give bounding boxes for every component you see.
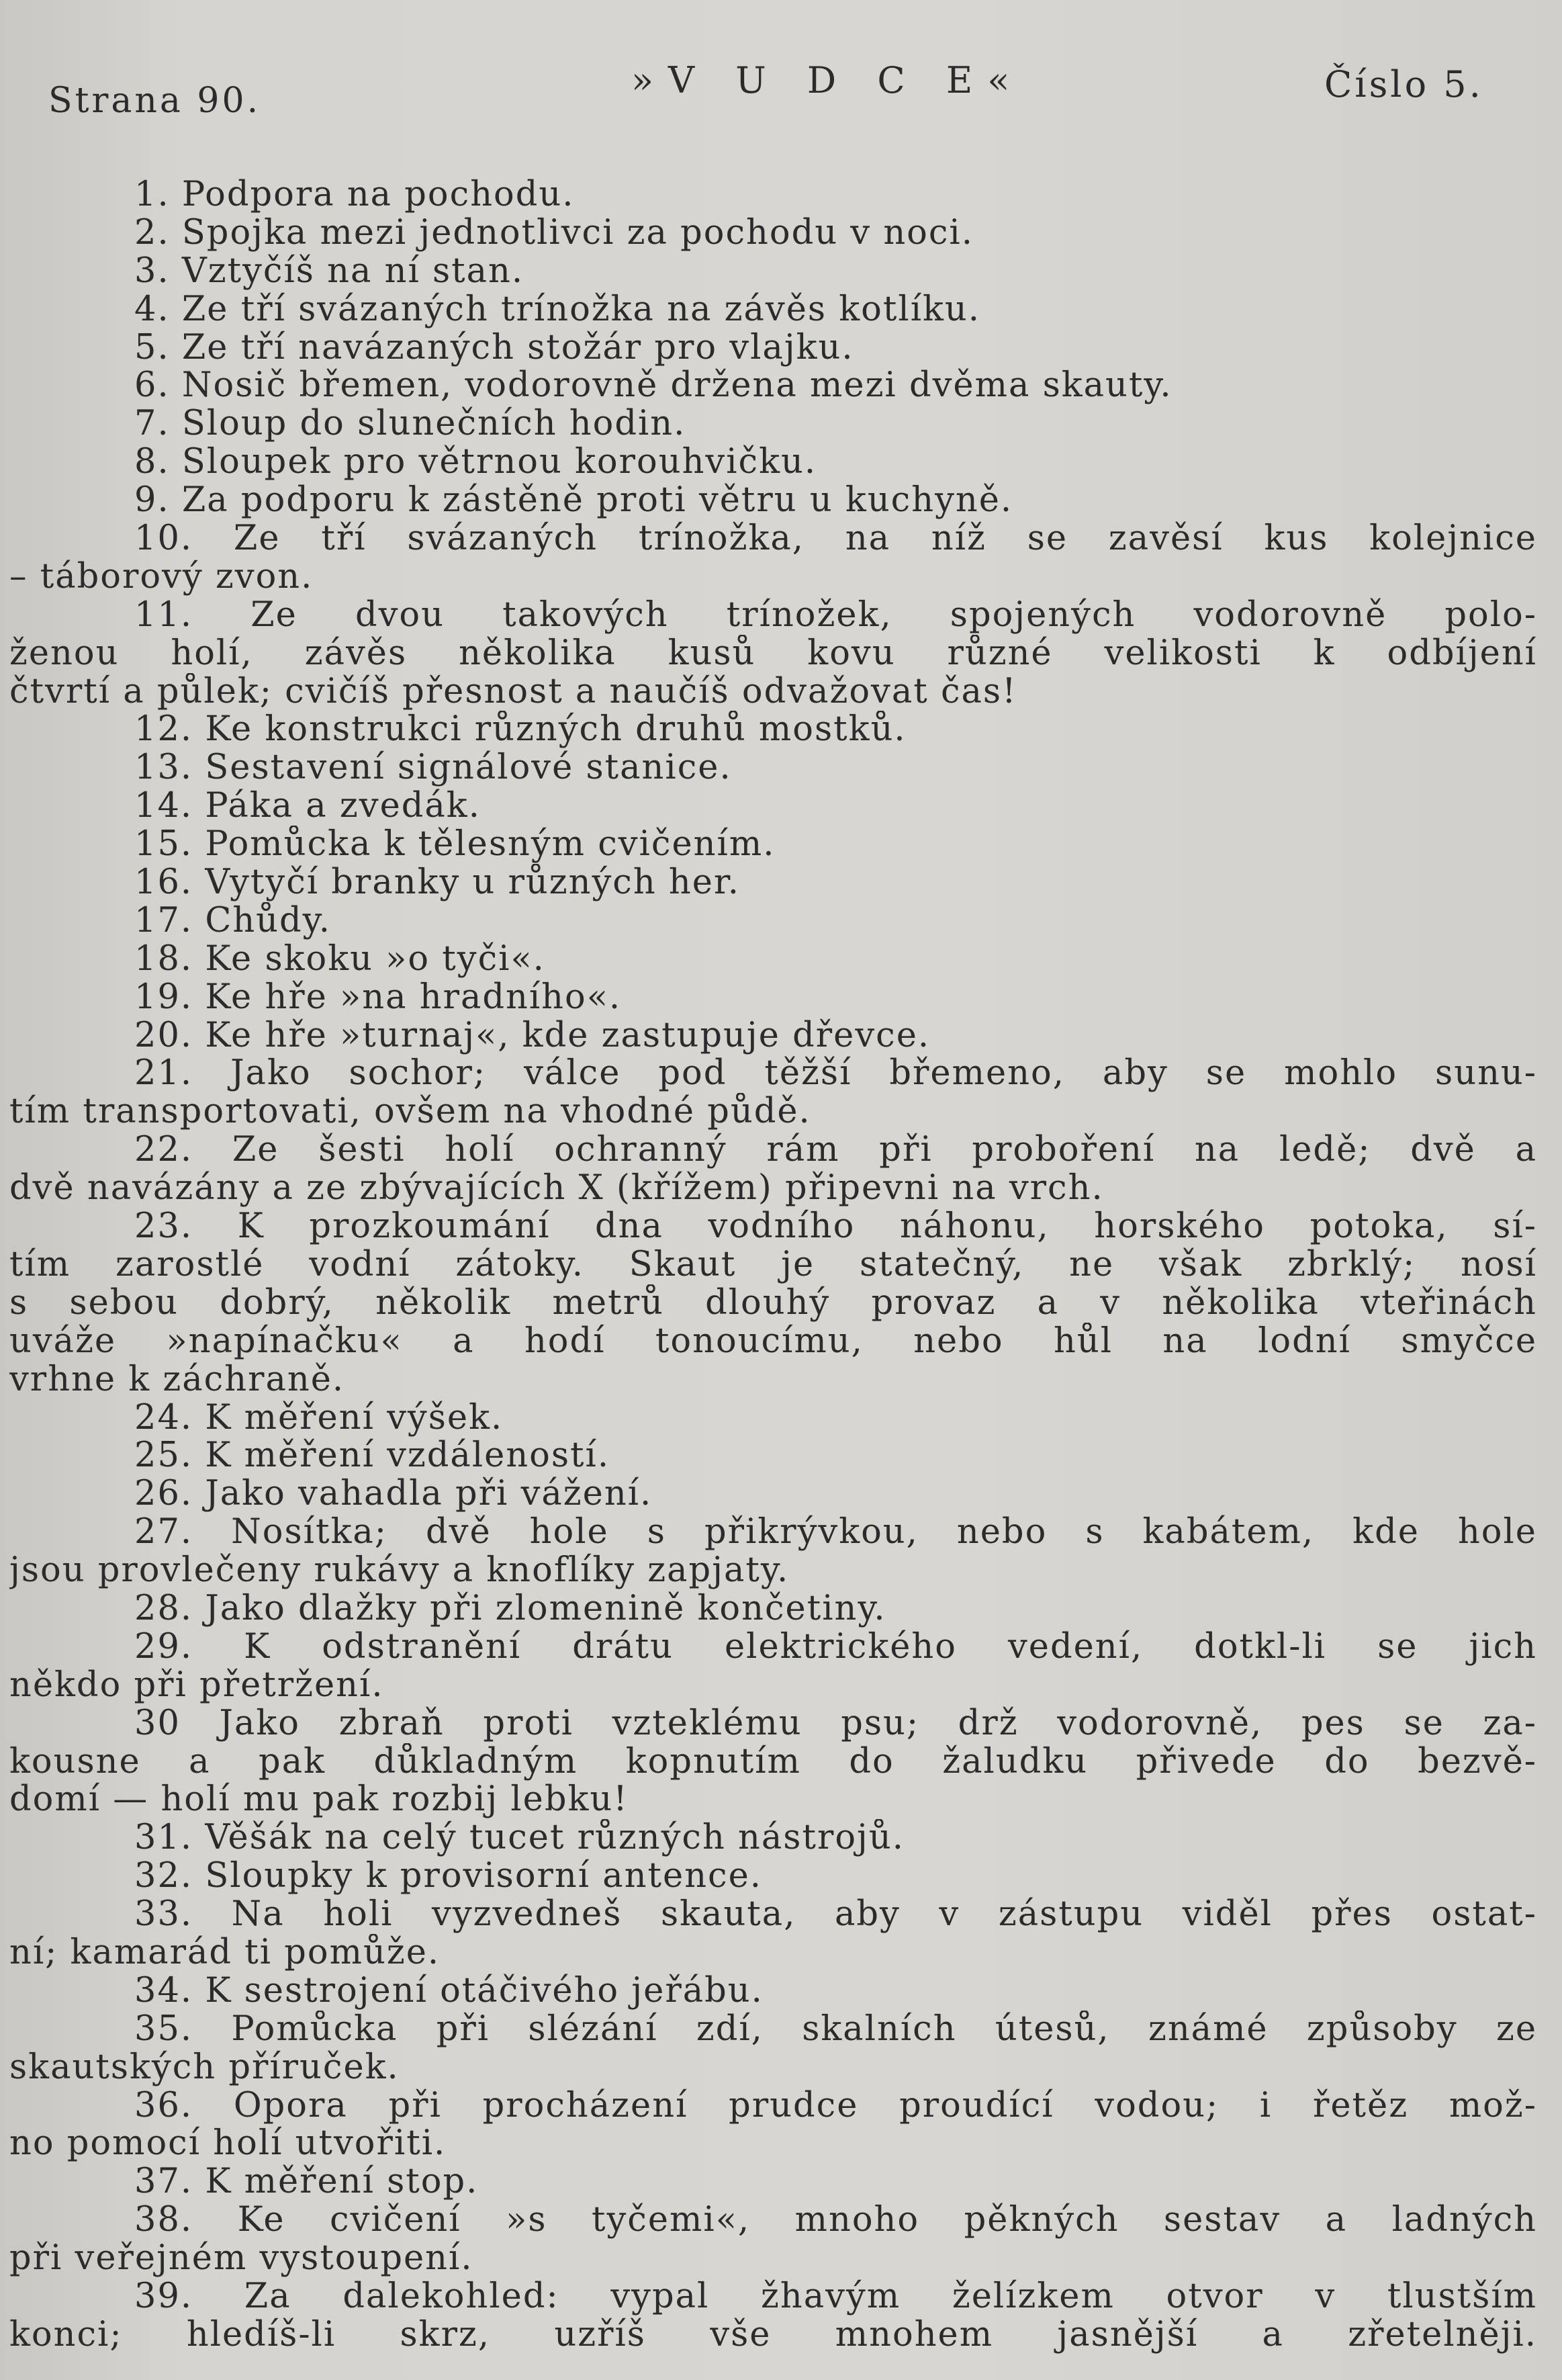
text-line: 32. Sloupky k provisorní antence. <box>134 1857 763 1896</box>
text-line: uváže »napínačku« a hodí tonoucímu, nebo hůl na lodní smyčce <box>9 1322 1537 1361</box>
text-line: jsou provlečeny rukávy a knoflíky zapjaty. <box>9 1552 790 1590</box>
text-line: 6. Nosič břemen, vodorovně držena mezi dvěma skauty. <box>134 367 1173 406</box>
text-line: 8. Sloupek pro větrnou korouhvičku. <box>134 443 817 482</box>
text-line: – táborový zvon. <box>9 558 314 597</box>
text-line: kousne a pak důkladným kopnutím do žaludku přivede do bezvě- <box>9 1743 1537 1781</box>
text-line: ní; kamarád ti pomůže. <box>9 1933 441 1972</box>
text-line: 7. Sloup do slunečních hodin. <box>134 405 686 444</box>
text-line: 21. Jako sochor; válce pod těžší břemeno, aby se mohlo sunu- <box>134 1055 1537 1094</box>
text-line: 16. Vytyčí branky u různých her. <box>134 864 740 902</box>
text-line: 5. Ze tří navázaných stožár pro vlajku. <box>134 328 854 367</box>
text-line: 10. Ze tří svázaných trínožka, na níž se zavěsí kus kolejnice <box>134 520 1537 558</box>
text-line: 34. K sestrojení otáčivého jeřábu. <box>134 1972 764 2011</box>
issue-number: Číslo 5. <box>1324 63 1483 105</box>
text-line: ženou holí, závěs několika kusů kovu různé velikosti k odbíjení <box>9 634 1537 673</box>
page-header <box>0 54 1562 128</box>
page-number: Strana 90. <box>48 81 261 121</box>
text-line: tím zarostlé vodní zátoky. Skaut je statečný, ne však zbrklý; nosí <box>9 1245 1537 1284</box>
text-line: 19. Ke hře »na hradního«. <box>134 978 622 1017</box>
text-line: 1. Podpora na pochodu. <box>134 176 575 214</box>
text-line: 14. Páka a zvedák. <box>134 787 481 826</box>
text-line: no pomocí holí utvořiti. <box>9 2125 447 2164</box>
text-line: skautských příruček. <box>9 2048 400 2087</box>
text-line: 37. K měření stop. <box>134 2163 479 2202</box>
text-line: 9. Za podporu k zástěně proti větru u kuchyně. <box>134 482 1013 521</box>
text-line: 26. Jako vahadla při vážení. <box>134 1475 653 1514</box>
text-line: 13. Sestavení signálové stanice. <box>134 749 732 788</box>
text-line: tím transportovati, ovšem na vhodné půdě. <box>9 1093 811 1132</box>
text-line: konci; hledíš-li skrz, uzříš vše mnohem jasnější a zřetelněji. <box>9 2316 1537 2354</box>
text-line: 4. Ze tří svázaných trínožka na závěs kotlíku. <box>134 290 980 329</box>
text-line: 3. Vztyčíš na ní stan. <box>134 252 524 291</box>
text-line: 28. Jako dlažky při zlomenině končetiny. <box>134 1589 886 1628</box>
body-text <box>9 176 1537 2354</box>
text-line: 27. Nosítka; dvě hole s přikrývkou, nebo s kabátem, kde hole <box>134 1513 1537 1552</box>
text-line: 15. Pomůcka k tělesným cvičením. <box>134 826 776 865</box>
text-line: 24. K měření výšek. <box>134 1399 504 1438</box>
text-line: 29. K odstranění drátu elektrického vedení, dotkl-li se jich <box>134 1628 1537 1667</box>
text-line: čtvrtí a půlek; cvičíš přesnost a naučíš odvažovat čas! <box>9 672 1017 711</box>
text-line: při veřejném vystoupení. <box>9 2240 473 2278</box>
text-line: domí — holí mu pak rozbij lebku! <box>9 1781 629 1820</box>
text-line: 25. K měření vzdáleností. <box>134 1437 610 1476</box>
text-line: 39. Za dalekohled: vypal žhavým želízkem otvor v tlustším <box>134 2277 1537 2316</box>
text-line: 33. Na holi vyzvedneš skauta, aby v zástupu viděl přes ostat- <box>134 1896 1537 1934</box>
text-line: dvě navázány a ze zbývajících X (křížem) připevni na vrch. <box>9 1170 1104 1208</box>
text-line: 30 Jako zbraň proti vzteklému psu; drž vodorovně, pes se za- <box>134 1704 1537 1743</box>
text-line: 12. Ke konstrukci různých druhů mostků. <box>134 711 907 750</box>
text-line: s sebou dobrý, několik metrů dlouhý provaz a v několika vteřinách <box>9 1284 1537 1323</box>
text-line: 23. K prozkoumání dna vodního náhonu, horského potoka, sí- <box>134 1208 1537 1246</box>
text-line: vrhne k záchraně. <box>9 1360 345 1399</box>
text-line: 2. Spojka mezi jednotlivci za pochodu v noci. <box>134 214 974 253</box>
text-line: 35. Pomůcka při slézání zdí, skalních útesů, známé způsoby ze <box>134 2010 1537 2049</box>
text-line: 22. Ze šesti holí ochranný rám při proboření na ledě; dvě a <box>134 1131 1537 1170</box>
text-line: 31. Věšák na celý tucet různých nástrojů. <box>134 1819 905 1858</box>
text-line: 36. Opora při procházení prudce proudící vodou; i řetěz mož- <box>134 2086 1537 2125</box>
text-line: 18. Ke skoku »o tyči«. <box>134 940 545 979</box>
text-line: 17. Chůdy. <box>134 901 331 940</box>
text-line: 20. Ke hře »turnaj«, kde zastupuje dřevce. <box>134 1016 931 1055</box>
text-line: 11. Ze dvou takových trínožek, spojených vodorovně polo- <box>134 596 1537 635</box>
text-line: někdo při přetržení. <box>9 1666 384 1705</box>
journal-title: »V U D C E« <box>631 59 1025 101</box>
text-line: 38. Ke cvičení »s tyčemi«, mnoho pěkných sestav a ladných <box>134 2201 1537 2240</box>
